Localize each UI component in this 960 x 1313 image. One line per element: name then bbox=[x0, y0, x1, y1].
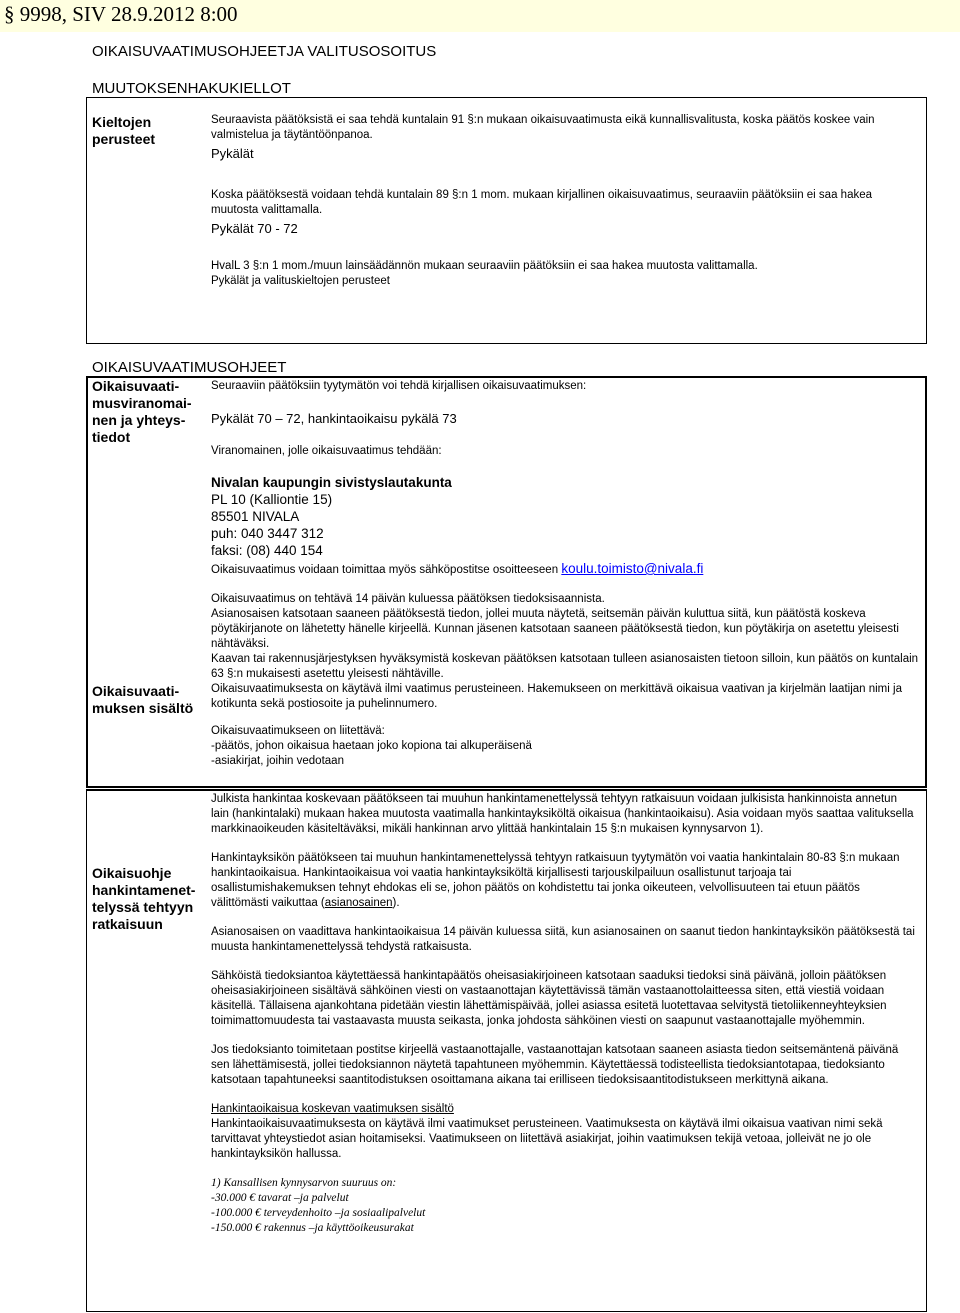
authority-address-line: PL 10 (Kalliontie 15) bbox=[211, 492, 333, 507]
procurement-p3: Asianosaisen on vaadittava hankintaoikaisua 14 päivän kuluessa siitä, kun asianosainen on saanut tiedon hankintayksikön päätöksestä tai muusta hankintamenettelyssä tehdystä ratkaisusta. bbox=[211, 926, 915, 953]
claim-asianosainen: Asianosaisen katsotaan saaneen päätöksestä tiedon, jollei muuta näytetä, seitsemän päivän kuluttua siitä, kun päätöstä koskeva pöytäkirjanote on lähetetty hänelle kirjeellä. Kunnan jäsenen katsotaan saaneen päätöksestä tiedon, kun pöytäkirja on asetettu yleisesti nähtäväksi. bbox=[211, 608, 899, 650]
restrictions-label: Kieltojen perusteet bbox=[92, 114, 156, 147]
claim-pykalat: Pykälät 70 – 72, hankintaoikaisu pykälä 73 bbox=[211, 411, 457, 426]
restrictions-para-2: Koska päätöksestä voidaan tehdä kuntalain 89 §:n 1 mom. mukaan kirjallinen oikaisuvaatimus, seuraaviin päätöksiin ei saa hakea muutosta valittamalla. bbox=[211, 189, 873, 216]
authority-postal-line: 85501 NIVALA bbox=[211, 509, 300, 524]
section-heading-oikaisuvaatimusohjeet: OIKAISUVAATIMUSOHJEET bbox=[92, 359, 287, 376]
restrictions-para-1-sub: Pykälät bbox=[211, 146, 254, 161]
restrictions-para-3: HvalL 3 §:n 1 mom./muun lainsäädännön mukaan seuraaviin päätöksiin ei saa hakea muutosta valittamalla. bbox=[211, 260, 758, 272]
document-title: OIKAISUVAATIMUSOHJEETJA VALITUSOSOITUS bbox=[92, 43, 437, 60]
procurement-footnote: 1) Kansallisen kynnysarvon suuruus on: -30.000 € tavarat –ja palvelut -100.000 € terveydenhoito –ja sosiaalipalvelut -150.000 € rakennus –ja käyttöoikeusurakat bbox=[211, 1177, 426, 1234]
procurement-p6-title: Hankintaoikaisua koskevan vaatimuksen sisältö bbox=[211, 1103, 454, 1115]
procurement-content bbox=[211, 792, 917, 1236]
restrictions-para-2-sub: Pykälät 70 - 72 bbox=[211, 221, 298, 236]
claim-content-block bbox=[211, 592, 919, 769]
claim-content-label: Oikaisuvaati- muksen sisältö bbox=[92, 683, 194, 716]
section-heading-muutoksenhakukiellot: MUUTOKSENHAKUKIELLOT bbox=[92, 80, 291, 97]
authority-phone: puh: 040 3447 312 bbox=[211, 526, 324, 541]
restrictions-para-3-sub: Pykälät ja valituskieltojen perusteet bbox=[211, 275, 390, 287]
asianosainen-link[interactable]: asianosainen bbox=[324, 897, 393, 909]
claim-sisalto: Oikaisuvaatimuksesta on käytävä ilmi vaatimus perusteineen. Hakemukseen on merkittävä oikaisua vaativan ja kirjelmän laatijan nimi ja kotikunta sekä postiosoite ja puhelinnumero. bbox=[211, 683, 902, 710]
procurement-p4: Sähköistä tiedoksiantoa käytettäessä hankintapäätös oheisasiakirjoineen katsotaan saaduksi tiedoksi sinä päivänä, jolloin päätöksen oheisasiakirjoineen sisältävä sähköinen viesti on vastaanottajan käytettävissä tämän vastaanottolaitteessa siten, että viestiä voidaan käsitellä. Tällaisena ajankohtana pidetään viestin lähettämispäivää, jollei asiassa esitetä luotettavaa selvitystä tietoliikenneyhteyksien toimimattomuudesta tai vastaavasta muusta seikasta, jonka johdosta sähköinen viesti on saapunut vastaanottajalle myöhemmin. bbox=[211, 970, 887, 1027]
claim-authority-label: Oikaisuvaati- musviranomai- nen ja yhteys- tiedot bbox=[92, 378, 192, 445]
authority-email-link[interactable]: koulu.toimisto@nivala.fi bbox=[561, 561, 704, 576]
restrictions-para-1: Seuraavista päätöksistä ei saa tehdä kuntalain 91 §:n mukaan oikaisuvaatimusta eikä kunnallisvalitusta, koska päätös koskee vain valmistelua ja täytäntöönpanoa. bbox=[211, 114, 875, 141]
claim-intro: Seuraaviin päätöksiin tyytymätön voi tehdä kirjallisen oikaisuvaatimuksen: bbox=[211, 380, 587, 392]
procurement-label: Oikaisuohje hankintamenet- telyssä tehtyyn ratkaisuun bbox=[92, 865, 196, 932]
document-header-bar bbox=[0, 0, 960, 32]
claim-authority-intro: Viranomainen, jolle oikaisuvaatimus tehdään: bbox=[211, 445, 442, 457]
authority-name: Nivalan kaupungin sivistyslautakunta bbox=[211, 475, 452, 490]
claim-attachments: Oikaisuvaatimukseen on liitettävä: -päätös, johon oikaisua haetaan joko kopiona tai alkuperäisenä -asiakirjat, joihin vedotaan bbox=[211, 725, 532, 767]
restrictions-content bbox=[211, 113, 921, 289]
procurement-p1: Julkista hankintaa koskevaan päätökseen tai muuhun hankintamenettelyssä tehtyyn ratkaisuun voidaan julkisista hankinnoista annetun lain (hankintalaki) mukaan hakea muutosta vaatimalla hankintayksiköltä oikaisua (hankintaoikaisu). Asia voidaan myös saattaa valituksella markkinaoikeuden käsiteltäväksi, mikäli hankinnan arvo ylittää hankintalain 15 §:n mukaisen kynnysarvon 1). bbox=[211, 793, 914, 835]
procurement-p5: Jos tiedoksianto toimitetaan postitse kirjeellä vastaanottajalle, vastaanottajan katsotaan saaneen asiasta tiedon seitsemäntenä päivänä sen lähettämisestä, jollei tiedoksiannon näytetä tapahtuneen myöhemmin. Käytettäessä todisteellista tiedoksiantotapaa, tiedoksianto katsotaan tapahtuneeksi saantitodistuksen osoittamana aikana tai erilliseen tiedoksisaantitodistukseen merkittynä aikana. bbox=[211, 1044, 899, 1086]
procurement-p6: Hankintaoikaisuvaatimuksesta on käytävä ilmi vaatimukset perusteineen. Vaatimuksesta on käytävä ilmi oikaisua vaativan nimi sekä tarvittavat yhteystiedot asian hoitamiseksi. Vaatimukseen on liitettävä asiakirjat, joihin vaatimuksen tekijä vetoaa, jolleivät ne jo ole hankintayksikön hallussa. bbox=[211, 1118, 883, 1160]
authority-fax: faksi: (08) 440 154 bbox=[211, 543, 323, 558]
claim-kaavan: Kaavan tai rakennusjärjestyksen hyväksymistä koskevan päätöksen katsotaan tulleen asianosaisten tietoon silloin, kun päätös on kuntalain 63 §:n mukaisesti asetettu yleisesti nähtäville. bbox=[211, 653, 919, 680]
authority-contact-block bbox=[211, 474, 703, 578]
procurement-p2: Hankintayksikön päätökseen tai muuhun hankintamenettelyssä tehtyyn ratkaisuun tyytymätön voi vaatia hankintalain 80-83 §:n mukaan hankintaoikaisua. Hankintaoikaisua voi vaatia hankintayksiköltä kirjallisesti tarjouskilpailuun osallistunut tarjoaja tai osallistumishakemuksen tehnyt ehdokas eli se, johon päätös on kohdistettu tai jonka oikeuteen, velvollisuuteen tai etuun päätös välittömästi vaikuttaa (asianosainen). bbox=[211, 852, 900, 909]
claim-deadline: Oikaisuvaatimus on tehtävä 14 päivän kuluessa päätöksen tiedoksisaannista. bbox=[211, 593, 605, 605]
authority-email-line: Oikaisuvaatimus voidaan toimittaa myös sähköpostitse osoitteeseen koulu.toimisto@nivala.fi bbox=[211, 561, 704, 576]
document-reference: § 9998, SIV 28.9.2012 8:00 bbox=[4, 2, 238, 26]
